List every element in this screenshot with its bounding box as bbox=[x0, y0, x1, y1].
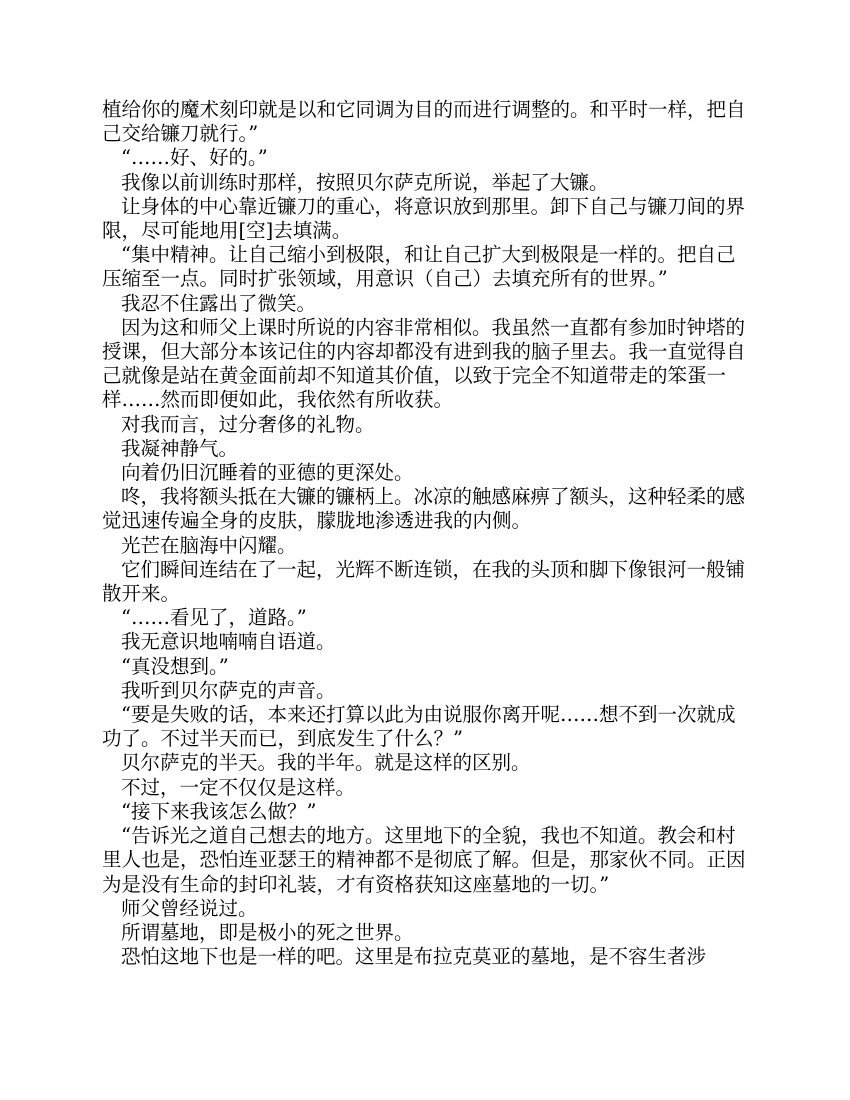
paragraph-5: “集中精神。让自己缩小到极限，和让自己扩大到极限是一样的。把自己压缩至一点。同时扩张领域，用意识（自己）去填充所有的世界。” bbox=[102, 243, 736, 291]
paragraph-10: 向着仍旧沉睡着的亚德的更深处。 bbox=[121, 461, 414, 485]
paragraph-9: 我凝神静气。 bbox=[121, 436, 239, 460]
paragraph-4: 让身体的中心靠近镰刀的重心，将意识放到那里。卸下自己与镰刀间的界限，尽可能地用[空]去填满。 bbox=[102, 194, 746, 243]
paragraph-14: “……看见了，道路。” bbox=[121, 606, 307, 630]
document-page bbox=[102, 98, 750, 969]
paragraph-17: 我听到贝尔萨克的声音。 bbox=[121, 678, 336, 702]
paragraph-1: 植给你的魔术刻印就是以和它同调为目的而进行调整的。和平时一样，把自己交给镰刀就行。” bbox=[102, 98, 746, 146]
paragraph-13: 它们瞬间连结在了一起，光辉不断连锁，在我的头顶和脚下像银河一般铺散开来。 bbox=[102, 557, 746, 606]
paragraph-8: 对我而言，过分奢侈的礼物。 bbox=[121, 412, 375, 436]
paragraph-6: 我忍不住露出了微笑。 bbox=[121, 291, 317, 315]
paragraph-15: 我无意识地喃喃自语道。 bbox=[121, 630, 336, 654]
paragraph-22: “告诉光之道自己想去的地方。这里地下的全貌，我也不知道。教会和村里人也是，恐怕连亚瑟王的精神都不是彻底了解。但是，那家伙不同。正因为是没有生命的封印礼装，才有资格获知这座墓地的一切。” bbox=[102, 824, 746, 896]
paragraph-18: “要是失败的话，本来还打算以此为由说服你离开呢……想不到一次就成功了。不过半天而已，到底发生了什么？” bbox=[102, 703, 736, 751]
paragraph-7: 因为这和师父上课时所说的内容非常相似。我虽然一直都有参加时钟塔的授课，但大部分本该记住的内容却都没有进到我的脑子里去。我一直觉得自己就像是站在黄金面前却不知道其价值，以致于完全不知道带走的笨蛋一样……然而即便如此，我依然有所收获。 bbox=[102, 315, 746, 412]
paragraph-23: 师父曾经说过。 bbox=[121, 896, 258, 920]
paragraph-2: “……好、好的。” bbox=[121, 146, 268, 170]
paragraph-11: 咚，我将额头抵在大镰的镰柄上。冰凉的触感麻痹了额头，这种轻柔的感觉迅速传遍全身的皮肤，朦胧地渗透进我的内侧。 bbox=[102, 485, 746, 533]
paragraph-3: 我像以前训练时那样，按照贝尔萨克所说，举起了大镰。 bbox=[121, 170, 609, 194]
paragraph-16: “真没想到。” bbox=[121, 654, 229, 678]
paragraph-12: 光芒在脑海中闪耀。 bbox=[121, 533, 297, 557]
paragraph-21: “接下来我该怎么做？” bbox=[121, 799, 317, 823]
paragraph-25: 恐怕这地下也是一样的吧。这里是布拉克莫亚的墓地，是不容生者涉 bbox=[121, 945, 707, 969]
paragraph-19: 贝尔萨克的半天。我的半年。就是这样的区别。 bbox=[121, 751, 531, 775]
paragraph-20: 不过，一定不仅仅是这样。 bbox=[121, 775, 356, 799]
paragraph-24: 所谓墓地，即是极小的死之世界。 bbox=[121, 920, 414, 944]
